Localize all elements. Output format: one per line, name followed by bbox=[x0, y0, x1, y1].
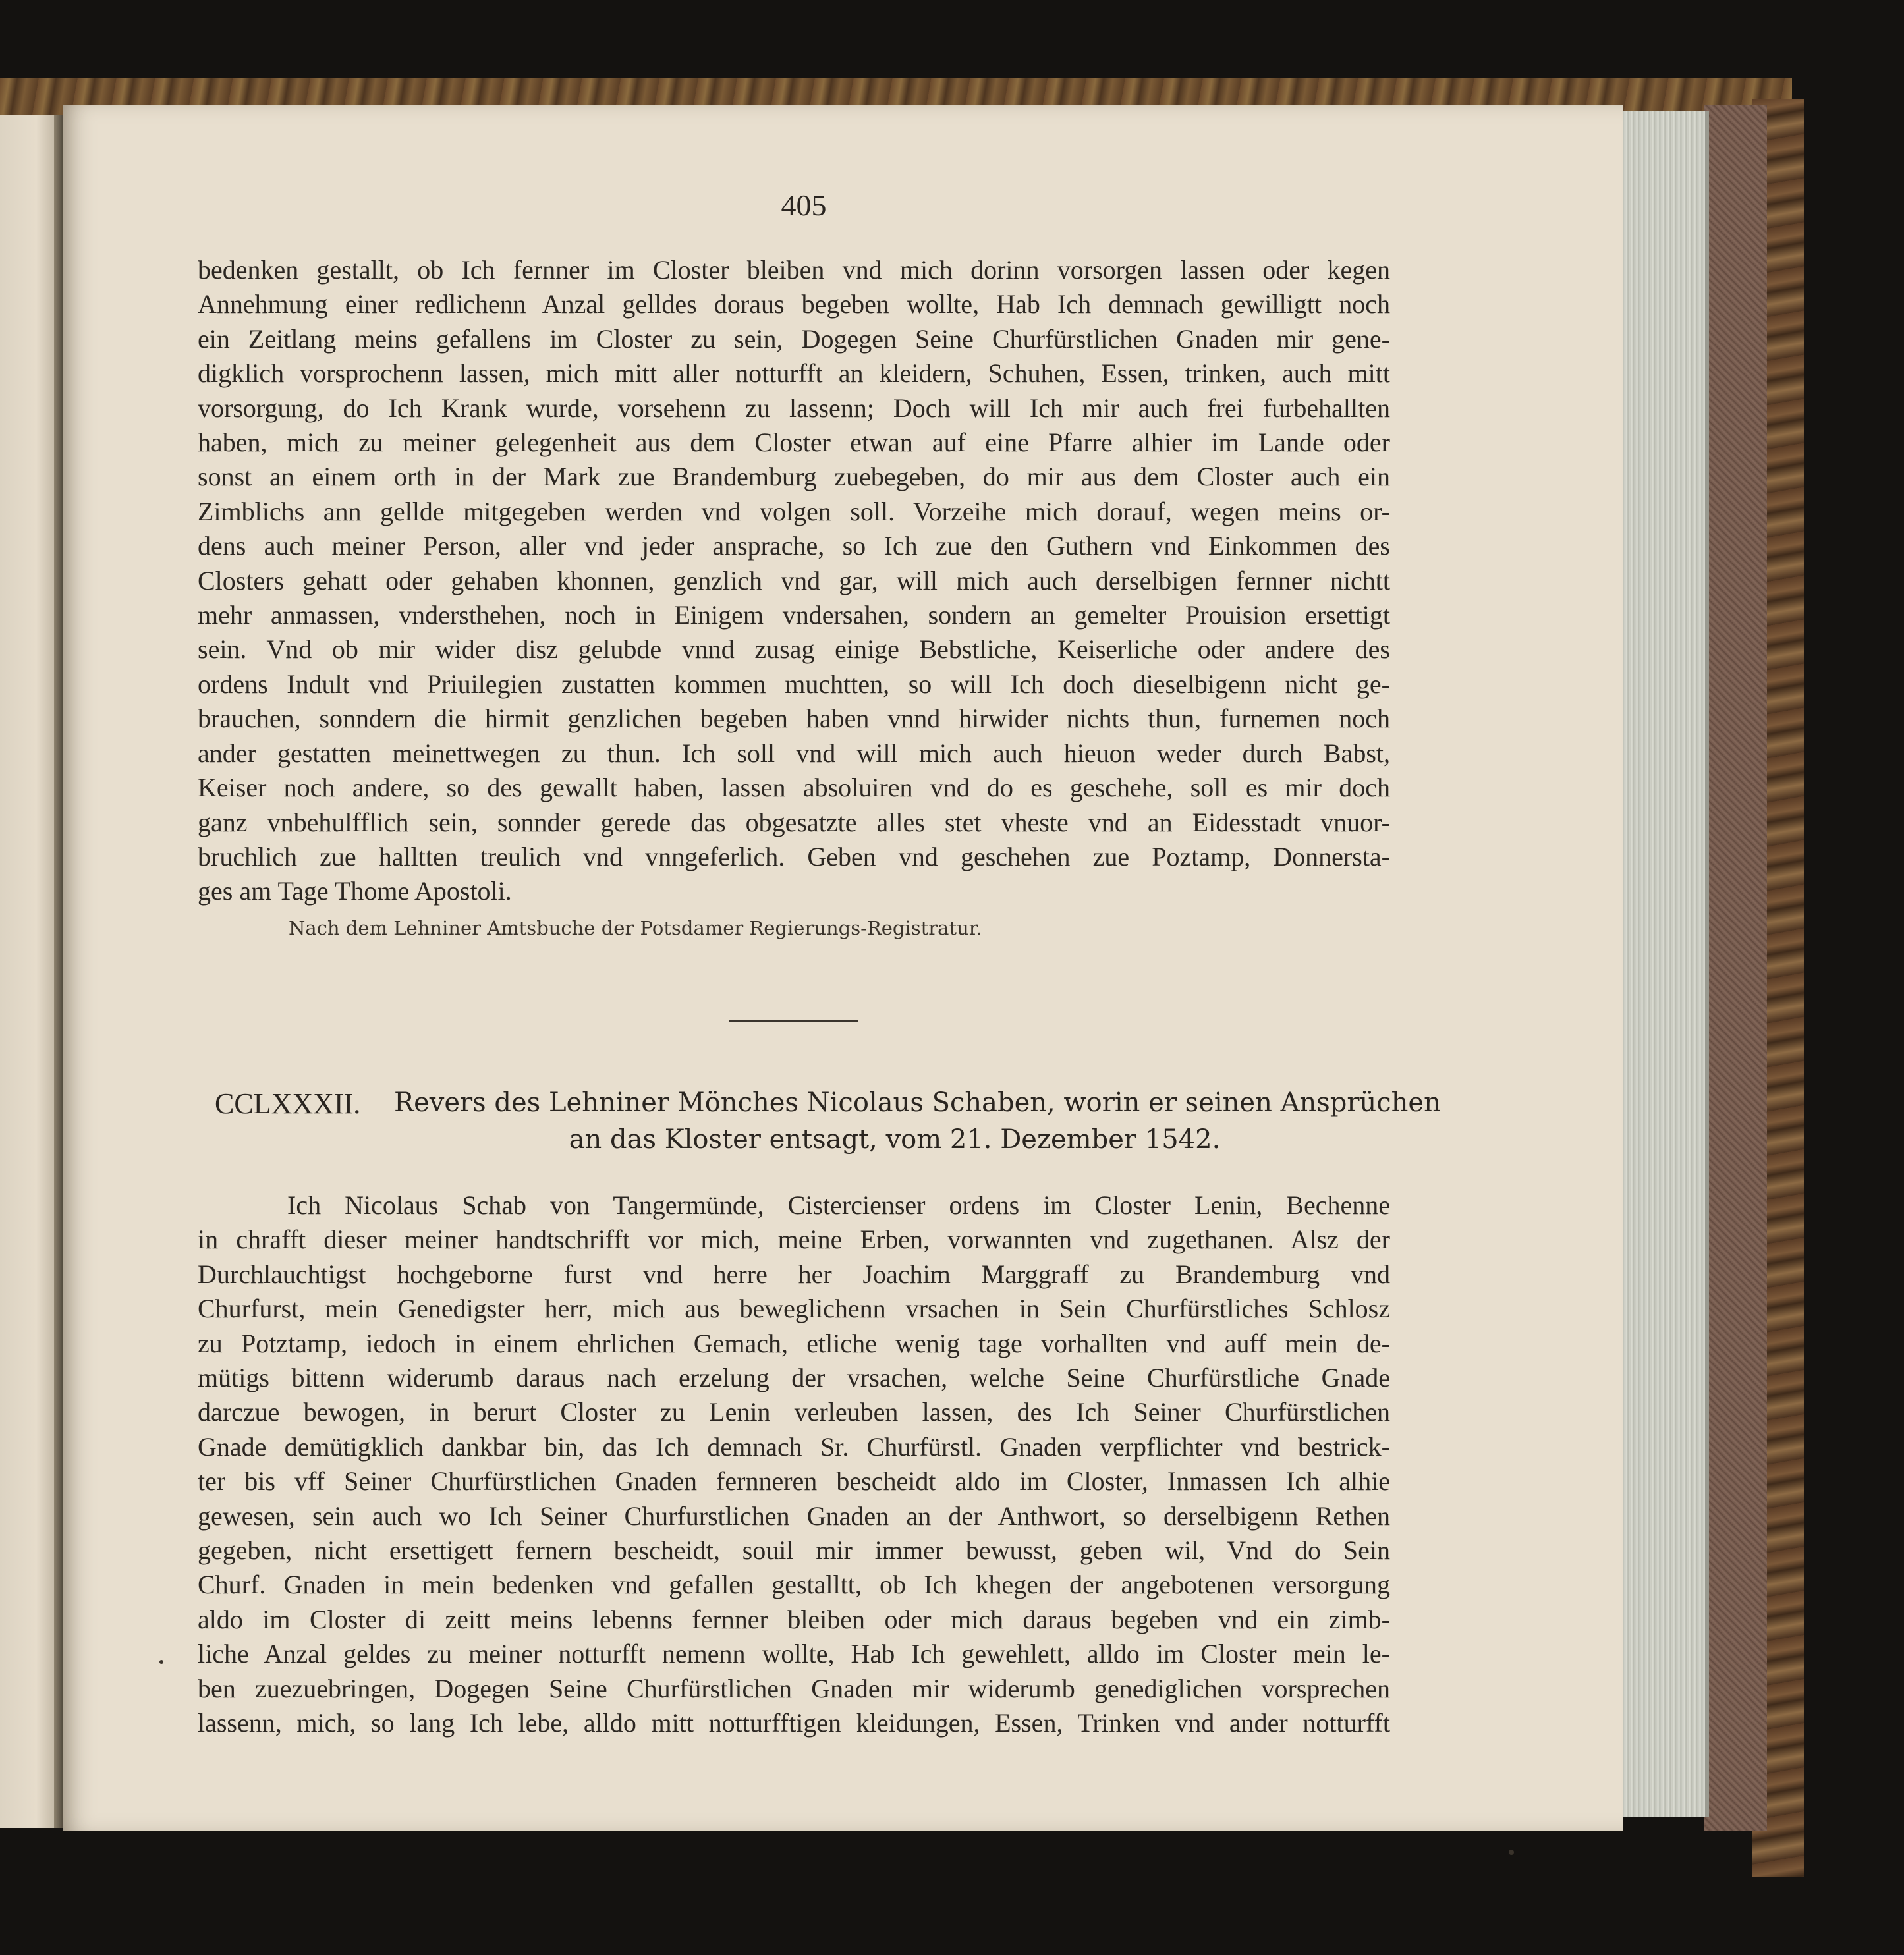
document-title bbox=[394, 1084, 1441, 1158]
text-line: gewesen, sein auch wo Ich Seiner Churfurstlichen Gnaden an der Anthwort, so derselbigenn Rethen bbox=[198, 1501, 1390, 1531]
book-binding-cloth bbox=[1704, 105, 1767, 1831]
ink-speck bbox=[1509, 1850, 1514, 1855]
text-line: ordens Indult vnd Priuilegien zustatten kommen muchtten, so will Ich doch dieselbigenn nicht ge- bbox=[198, 669, 1390, 699]
section-divider bbox=[729, 1020, 858, 1022]
text-line: Churf. Gnaden in mein bedenken vnd gefallen gestalltt, ob Ich khegen der angebotenen versorgung bbox=[198, 1570, 1390, 1600]
text-line: liche Anzal geldes zu meiner notturfft nemenn wollte, Hab Ich gewehlett, alldo im Closter mein le- bbox=[198, 1639, 1390, 1669]
text-line: ander gestatten meinettwegen zu thun. Ich soll vnd will mich auch hieuon weder durch Babst, bbox=[198, 738, 1390, 768]
text-line: dens auch meiner Person, aller vnd jeder ansprache, so Ich zue den Guthern vnd Einkommen des bbox=[198, 531, 1390, 561]
text-line: zu Potztamp, iedoch in einem ehrlichen Gemach, etliche wenig tage vorhallten vnd auff mein de- bbox=[198, 1328, 1390, 1358]
page-stack-edges bbox=[1619, 111, 1709, 1817]
text-line: ges am Tage Thome Apostoli. bbox=[198, 876, 512, 906]
text-line: darczue bewogen, in berurt Closter zu Lenin verleuben lassen, des Ich Seiner Churfürstlichen bbox=[198, 1397, 1390, 1427]
text-line: mütigs bittenn widerumb daraus nach erzelung der vrsachen, welche Seine Churfürstliche Gnade bbox=[198, 1363, 1390, 1393]
text-line: ben zuezuebringen, Dogegen Seine Churfürstlichen Gnaden mir widerumb genediglichen vorsprechen bbox=[198, 1673, 1390, 1703]
previous-page-edge bbox=[0, 115, 61, 1828]
text-line: sein. Vnd ob mir wider disz gelubde vnnd zusag einige Bebstliche, Keiserliche oder andere des bbox=[198, 634, 1390, 665]
text-line: Zimblichs ann gellde mitgegeben werden vnd volgen soll. Vorzeihe mich dorauf, wegen meins or- bbox=[198, 496, 1390, 526]
text-line: Closters gehatt oder gehaben khonnen, genzlich vnd gar, will mich auch derselbigen fernner nichtt bbox=[198, 565, 1390, 595]
text-line: Gnade demütigklich dankbar bin, das Ich demnach Sr. Churfürstl. Gnaden verpflichter vnd bestrick- bbox=[198, 1431, 1390, 1462]
section-2-body bbox=[198, 1188, 1390, 1741]
text-line: digklich vorsprochenn lassen, mich mitt aller notturfft an kleidern, Schuhen, Essen, trinken, auch mitt bbox=[198, 358, 1390, 389]
ink-speck bbox=[159, 1660, 163, 1664]
text-line: Churfurst, mein Genedigster herr, mich aus beweglichenn vrsachen in Sein Churfürstliches Schlosz bbox=[198, 1294, 1390, 1324]
page-number: 405 bbox=[781, 188, 827, 222]
document-number: CCLXXXII. bbox=[215, 1088, 361, 1120]
text-line: sonst an einem orth in der Mark zue Brandemburg zuebegeben, do mir aus dem Closter auch ein bbox=[198, 462, 1390, 492]
text-line: Keiser noch andere, so des gewallt haben, lassen absoluiren vnd do es geschehe, soll es mir doch bbox=[198, 773, 1390, 803]
section-1-body bbox=[198, 253, 1390, 909]
text-line: ein Zeitlang meins gefallens im Closter zu sein, Dogegen Seine Churfürstlichen Gnaden mir gene- bbox=[198, 323, 1390, 354]
text-line: ter bis vff Seiner Churfürstlichen Gnaden fernneren bescheidt aldo im Closter, Inmassen Ich alhie bbox=[198, 1466, 1390, 1497]
text-line: lassenn, mich, so lang Ich lebe, alldo mitt notturfftigen kleidungen, Essen, Trinken vnd ander notturfft bbox=[198, 1708, 1390, 1738]
source-note: Nach dem Lehniner Amtsbuche der Potsdamer Regierungs-Registratur. bbox=[289, 917, 982, 939]
text-line: brauchen, sonndern die hirmit genzlichen begeben haben vnnd hirwider nichts thun, furnemen noch bbox=[198, 703, 1390, 734]
text-line: haben, mich zu meiner gelegenheit aus dem Closter etwan auf eine Pfarre alhier im Lande oder bbox=[198, 427, 1390, 458]
text-line: gegeben, nicht ersettigett fernern bescheidt, souil mir immer bewusst, geben wil, Vnd do Sein bbox=[198, 1535, 1390, 1566]
text-line: Durchlauchtigst hochgeborne furst vnd herre her Joachim Marggraff zu Brandemburg vnd bbox=[198, 1259, 1390, 1289]
text-line: Annehmung einer redlichenn Anzal gelldes doraus begeben wollte, Hab Ich demnach gewilligtt noch bbox=[198, 289, 1390, 319]
text-line: ganz vnbehulfflich sein, sonnder gerede das obgesatzte alles stet vheste vnd an Eidesstadt vnuor- bbox=[198, 807, 1390, 837]
title-line: Revers des Lehniner Mönches Nicolaus Schaben, worin er seinen Ansprüchen bbox=[394, 1088, 1441, 1118]
text-line: aldo im Closter di zeitt meins lebenns fernner bleiben oder mich daraus begeben vnd ein zimb- bbox=[198, 1604, 1390, 1634]
text-line: Ich Nicolaus Schab von Tangermünde, Cistercienser ordens im Closter Lenin, Bechenne bbox=[287, 1190, 1390, 1220]
text-line: bruchlich zue halltten treulich vnd vnngeferlich. Geben vnd geschehen zue Poztamp, Donnersta- bbox=[198, 841, 1390, 871]
text-line: bedenken gestallt, ob Ich fernner im Closter bleiben vnd mich dorinn vorsorgen lassen oder kegen bbox=[198, 255, 1390, 285]
text-line: vorsorgung, do Ich Krank wurde, vorsehenn zu lassenn; Doch will Ich mir auch frei furbehallten bbox=[198, 393, 1390, 423]
title-line: an das Kloster entsagt, vom 21. Dezember 1542. bbox=[569, 1124, 1221, 1155]
text-line: mehr anmassen, vndersthehen, noch in Einigem vndersahen, sondern an gemelter Prouision ersettigt bbox=[198, 600, 1390, 630]
text-line: in chrafft dieser meiner handtschrifft vor mich, meine Erben, vorwannten vnd zugethanen. Alsz der bbox=[198, 1225, 1390, 1255]
